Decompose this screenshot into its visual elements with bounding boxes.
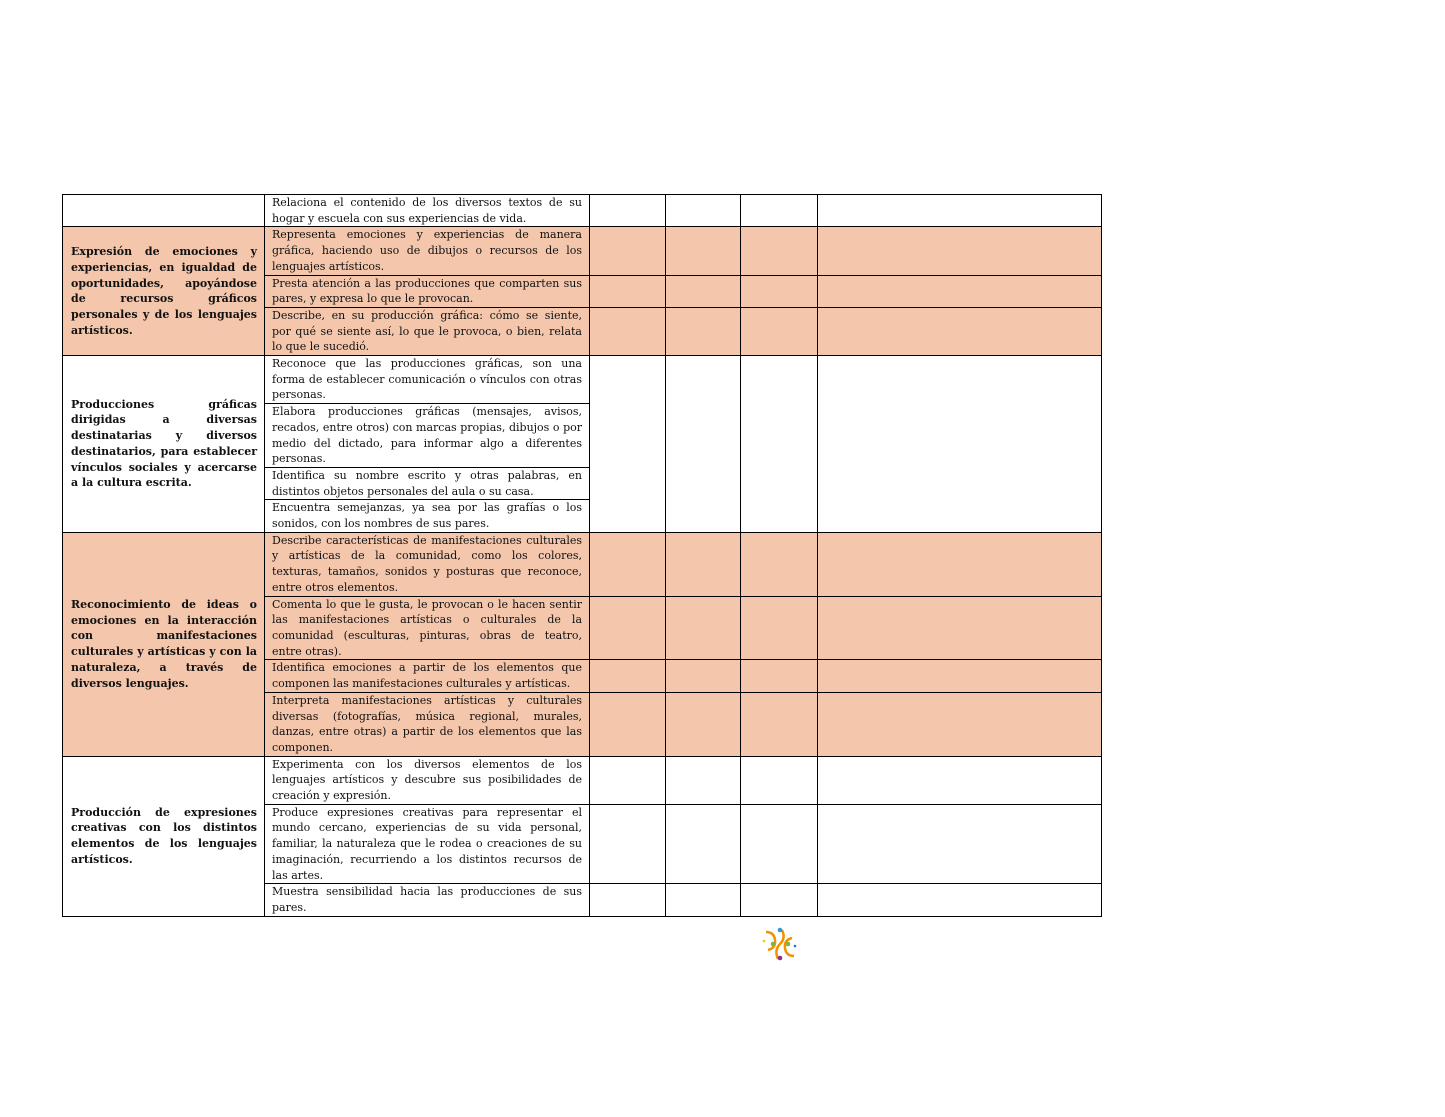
empty-cell[interactable] bbox=[741, 227, 818, 275]
indicator: Describe características de manifestaciones culturales y artísticas de la comunidad, como los colores, texturas, tamaños, sonidos y posturas que reconoce, entre otros elementos. bbox=[265, 532, 590, 596]
empty-cell[interactable] bbox=[666, 884, 741, 916]
empty-cell[interactable] bbox=[818, 596, 1102, 660]
empty-cell[interactable] bbox=[818, 756, 1102, 804]
empty-cell[interactable] bbox=[818, 884, 1102, 916]
table-row bbox=[63, 532, 1102, 596]
empty-cell[interactable] bbox=[666, 756, 741, 804]
empty-cell[interactable] bbox=[590, 756, 666, 804]
indicator: Produce expresiones creativas para representar el mundo cercano, experiencias de su vida personal, familiar, la naturaleza que le rodea o creaciones de su imaginación, recurriendo a los distintos recursos de las artes. bbox=[265, 804, 590, 884]
table-row bbox=[63, 227, 1102, 275]
empty-cell[interactable] bbox=[666, 532, 741, 596]
empty-cell[interactable] bbox=[818, 195, 1102, 227]
indicator: Relaciona el contenido de los diversos textos de su hogar y escuela con sus experiencias de vida. bbox=[265, 195, 590, 227]
empty-cell[interactable] bbox=[818, 804, 1102, 884]
empty-cell[interactable] bbox=[666, 356, 741, 533]
table-row bbox=[63, 756, 1102, 804]
empty-cell[interactable] bbox=[741, 804, 818, 884]
table-row bbox=[63, 356, 1102, 404]
indicator: Encuentra semejanzas, ya sea por las grafías o los sonidos, con los nombres de sus pares. bbox=[265, 500, 590, 532]
empty-cell[interactable] bbox=[666, 596, 741, 660]
empty-cell[interactable] bbox=[666, 307, 741, 355]
empty-cell[interactable] bbox=[590, 692, 666, 756]
indicator: Presta atención a las producciones que comparten sus pares, y expresa lo que le provocan. bbox=[265, 275, 590, 307]
empty-cell[interactable] bbox=[818, 275, 1102, 307]
empty-cell[interactable] bbox=[666, 692, 741, 756]
empty-cell[interactable] bbox=[818, 307, 1102, 355]
empty-cell[interactable] bbox=[590, 884, 666, 916]
empty-cell[interactable] bbox=[741, 884, 818, 916]
empty-cell[interactable] bbox=[741, 275, 818, 307]
empty-cell[interactable] bbox=[590, 275, 666, 307]
table-row bbox=[63, 195, 1102, 227]
empty-cell[interactable] bbox=[590, 596, 666, 660]
empty-cell[interactable] bbox=[741, 307, 818, 355]
empty-cell[interactable] bbox=[590, 356, 666, 533]
indicator: Experimenta con los diversos elementos de los lenguajes artísticos y descubre sus posibilidades de creación y expresión. bbox=[265, 756, 590, 804]
indicator: Interpreta manifestaciones artísticas y culturales diversas (fotografías, música regional, murales, danzas, entre otras) a partir de los elementos que las componen. bbox=[265, 692, 590, 756]
empty-cell[interactable] bbox=[741, 692, 818, 756]
empty-cell[interactable] bbox=[741, 596, 818, 660]
indicator: Elabora producciones gráficas (mensajes, avisos, recados, entre otros) con marcas propias, dibujos o por medio del dictado, para informar algo a diferentes personas. bbox=[265, 404, 590, 468]
empty-cell[interactable] bbox=[666, 227, 741, 275]
empty-cell[interactable] bbox=[666, 660, 741, 692]
empty-cell[interactable] bbox=[818, 532, 1102, 596]
empty-cell[interactable] bbox=[590, 307, 666, 355]
indicator: Describe, en su producción gráfica: cómo se siente, por qué se siente así, lo que le provoca, o bien, relata lo que le sucedió. bbox=[265, 307, 590, 355]
indicator: Comenta lo que le gusta, le provocan o le hacen sentir las manifestaciones artísticas o culturales de la comunidad (esculturas, pinturas, obras de teatro, entre otras). bbox=[265, 596, 590, 660]
group-title: Producción de expresiones creativas con los distintos elementos de los lenguajes artísticos. bbox=[63, 756, 265, 916]
evaluation-table bbox=[62, 194, 1102, 917]
group-title: Reconocimiento de ideas o emociones en la interacción con manifestaciones culturales y artísticas y con la naturaleza, a través de diversos lenguajes. bbox=[63, 532, 265, 756]
indicator: Representa emociones y experiencias de manera gráfica, haciendo uso de dibujos o recursos de los lenguajes artísticos. bbox=[265, 227, 590, 275]
empty-cell[interactable] bbox=[741, 756, 818, 804]
indicator: Muestra sensibilidad hacia las producciones de sus pares. bbox=[265, 884, 590, 916]
empty-cell[interactable] bbox=[818, 660, 1102, 692]
empty-cell[interactable] bbox=[741, 532, 818, 596]
empty-cell[interactable] bbox=[741, 356, 818, 533]
group-title: Expresión de emociones y experiencias, en igualdad de oportunidades, apoyándose de recursos gráficos personales y de los lenguajes artísticos. bbox=[63, 227, 265, 356]
empty-cell[interactable] bbox=[741, 660, 818, 692]
empty-cell[interactable] bbox=[666, 195, 741, 227]
empty-cell[interactable] bbox=[590, 532, 666, 596]
empty-cell[interactable] bbox=[818, 356, 1102, 533]
empty-cell[interactable] bbox=[590, 804, 666, 884]
group-title: Producciones gráficas dirigidas a diversas destinatarias y diversos destinatarios, para establecer vínculos sociales y acercarse a la cultura escrita. bbox=[63, 356, 265, 533]
indicator: Identifica emociones a partir de los elementos que componen las manifestaciones culturales y artísticas. bbox=[265, 660, 590, 692]
empty-cell[interactable] bbox=[590, 195, 666, 227]
empty-cell[interactable] bbox=[590, 660, 666, 692]
empty-cell[interactable] bbox=[741, 195, 818, 227]
empty-cell[interactable] bbox=[818, 227, 1102, 275]
empty-cell[interactable] bbox=[818, 692, 1102, 756]
empty-cell[interactable] bbox=[666, 275, 741, 307]
group-title bbox=[63, 195, 265, 227]
empty-cell[interactable] bbox=[590, 227, 666, 275]
indicator: Identifica su nombre escrito y otras palabras, en distintos objetos personales del aula o su casa. bbox=[265, 467, 590, 499]
indicator: Reconoce que las producciones gráficas, son una forma de establecer comunicación o vínculos con otras personas. bbox=[265, 356, 590, 404]
empty-cell[interactable] bbox=[666, 804, 741, 884]
logo-icon bbox=[760, 926, 800, 964]
